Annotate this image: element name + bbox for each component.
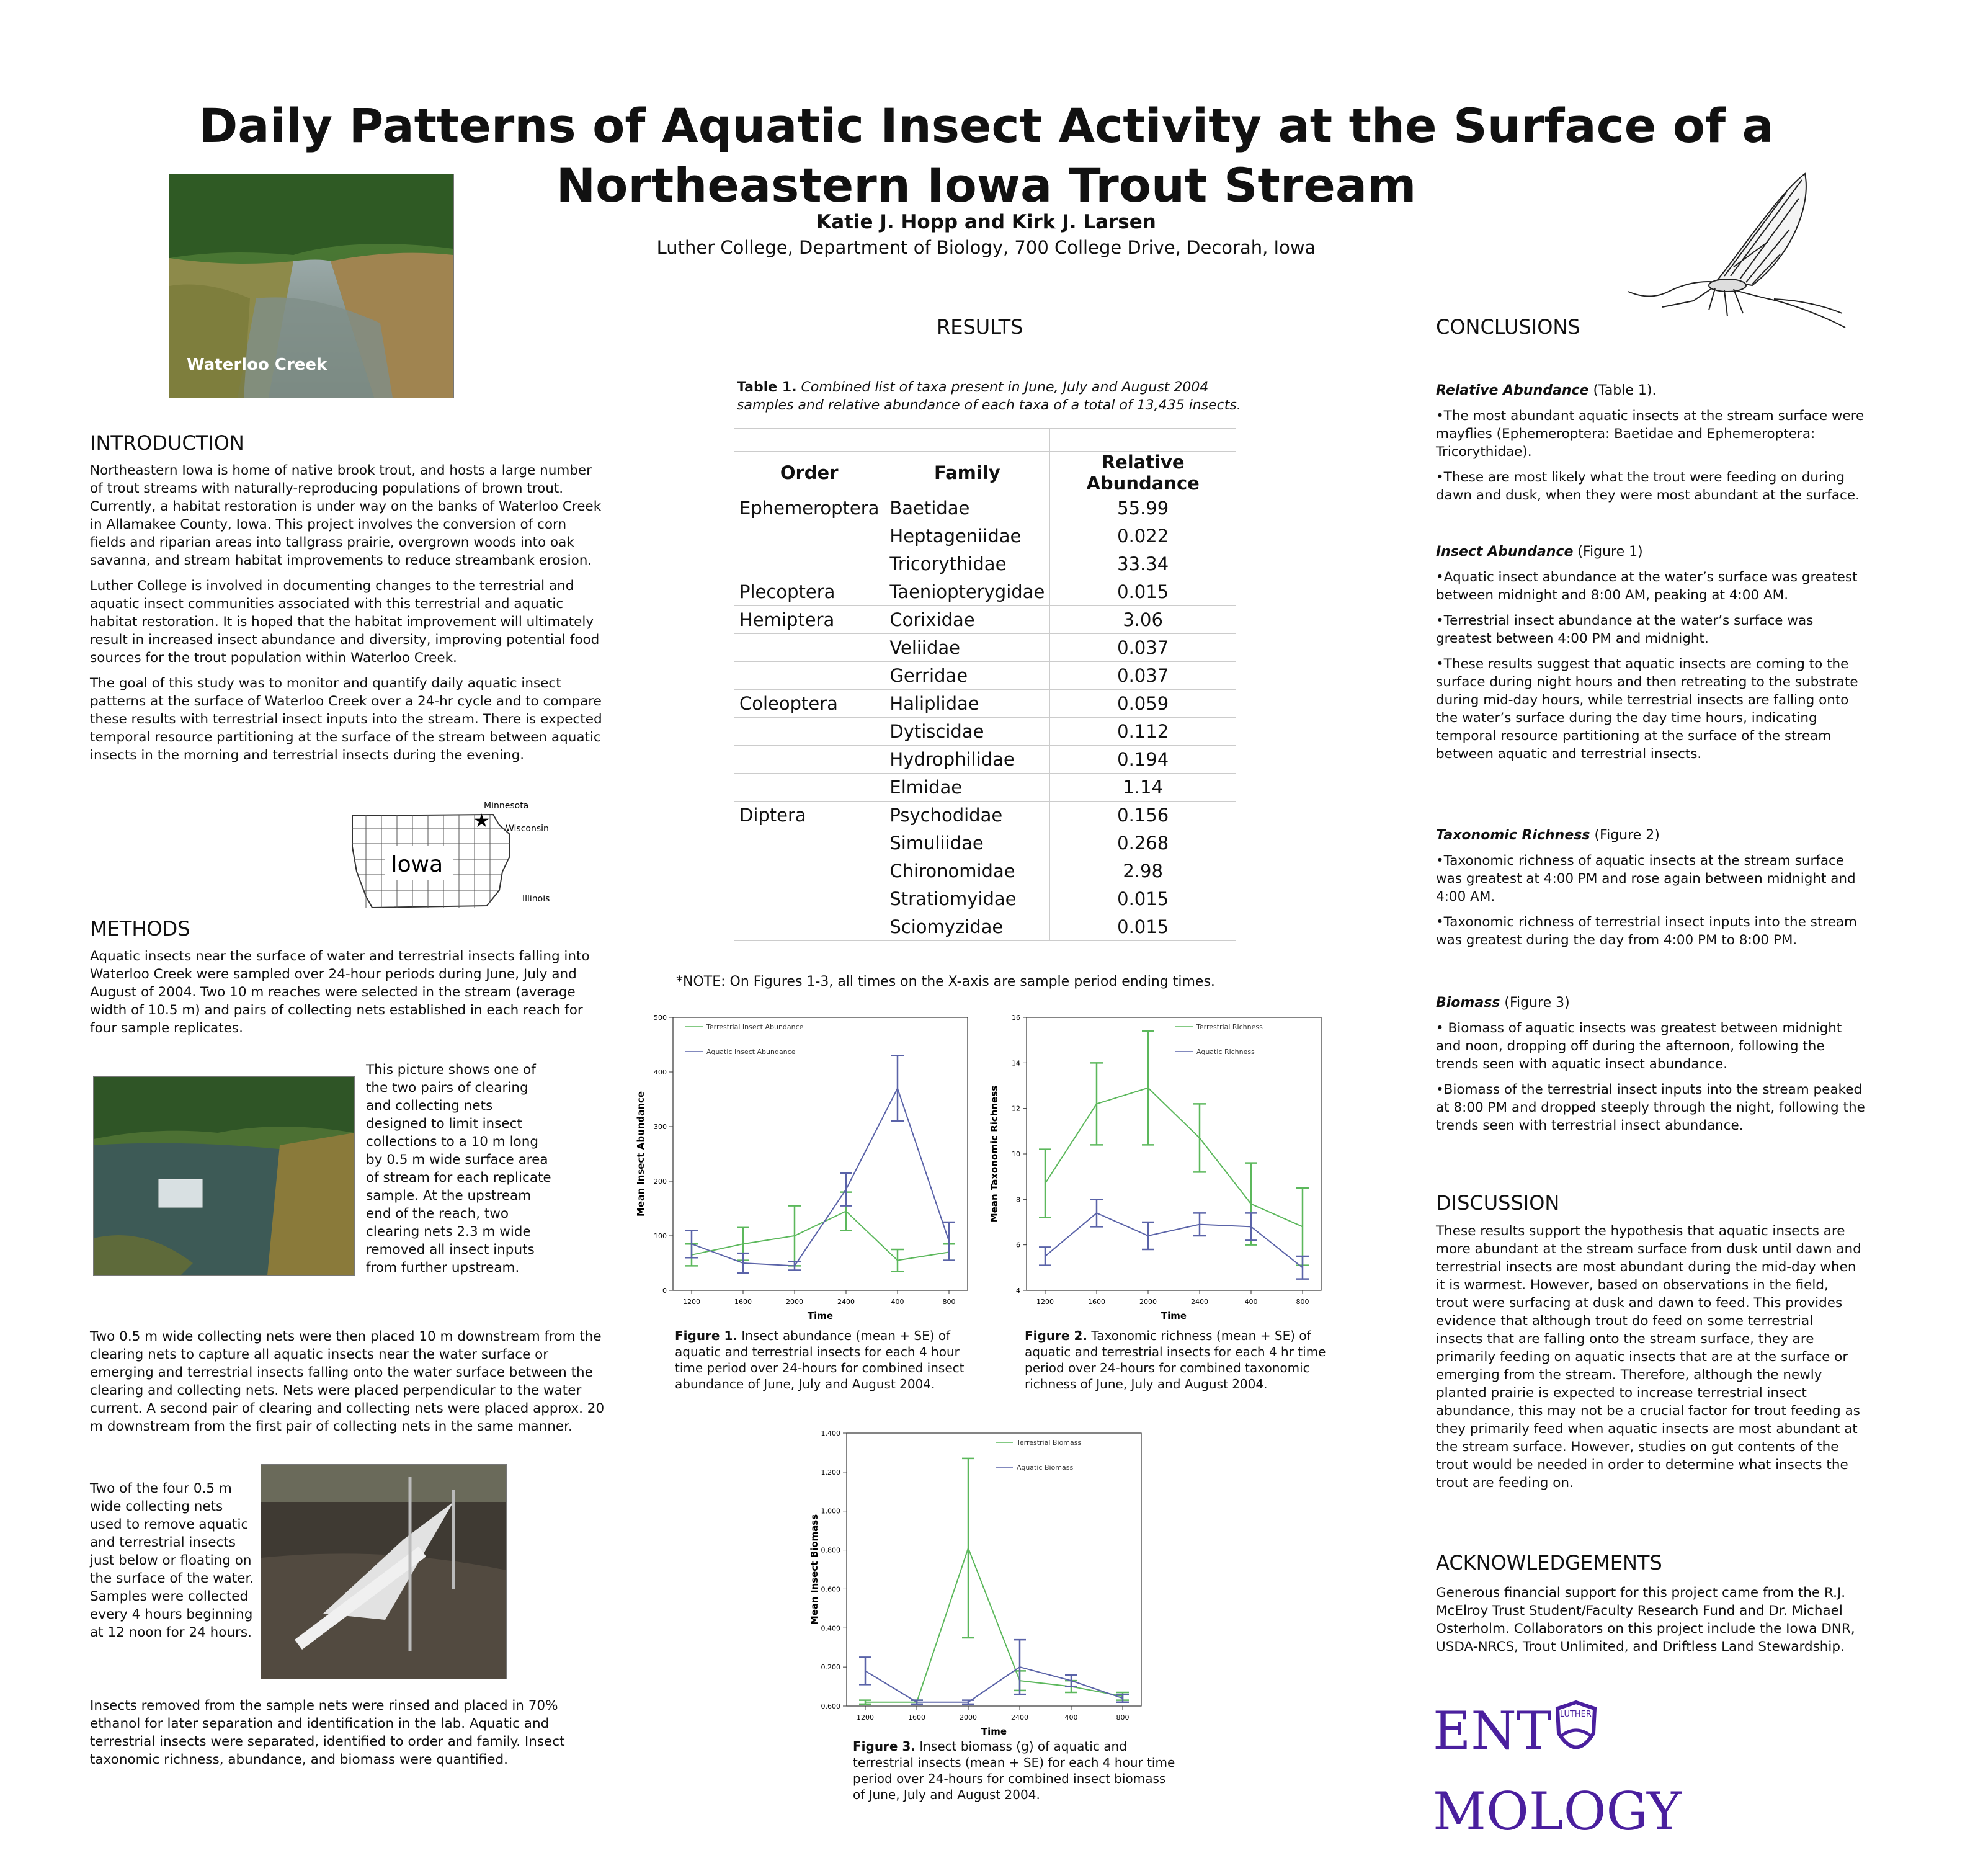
plot-frame	[847, 1433, 1141, 1706]
affiliation: Luther College, Department of Biology, 700 College Drive, Decorah, Iowa	[656, 237, 1316, 258]
table-cell-family: Haliplidae	[884, 690, 1050, 718]
table-cell-family: Gerridae	[884, 662, 1050, 690]
y-axis-label: Mean Taxonomic Richness	[989, 1085, 1000, 1223]
y-tick-label: 200	[654, 1177, 667, 1186]
table-caption	[737, 378, 1264, 414]
x-tick-label: 1200	[683, 1298, 700, 1306]
x-tick-label: 400	[1064, 1713, 1078, 1722]
subheading-ref: (Figure 3)	[1500, 995, 1570, 1011]
discussion-body: These results support the hypothesis that aquatic insects are more abundant at the stream surface from dusk until dawn and terrestrial insects are most abundant during the mid-day when it is warmest. However, based on observations in the field, trout were surfacing at dusk and dawn to feed. This provides evidence that although trout do feed on some terrestrial insects that are falling onto the stream surface, they are primarily feeding on aquatic insects that are at the surface or emerging from the stream. Therefore, although the newly planted prairie is expected to increase terrestrial insect abundance, this may not be a crucial factor for trout feeding as they primarily feed when aquatic insects are most abundant at the stream surface. However, studies on gut contents of the trout would be needed in order to determine what insects the trout are feeding on.	[1436, 1223, 1861, 1491]
results-heading: RESULTS	[937, 315, 1023, 339]
x-axis-label: Time	[807, 1310, 834, 1321]
table-cell-abundance: 0.059	[1050, 690, 1236, 718]
biomass-subheading	[1436, 994, 1870, 1012]
table-row	[734, 690, 1236, 718]
nets-photo	[93, 1076, 355, 1276]
y-tick-label: 12	[1012, 1104, 1020, 1113]
y-tick-label: 300	[654, 1123, 667, 1131]
taxonomic-richness-subheading	[1436, 826, 1870, 844]
table-cell-abundance: 0.022	[1050, 522, 1236, 550]
collecting-nets-description: Two of the four 0.5 m wide collecting nets used to remove aquatic and terrestrial insects just below or floating on the surface of the water. Samples were collected every 4 hours beginning at 12 noon for 24 hours.	[90, 1481, 254, 1640]
subheading-ref: (Table 1).	[1588, 383, 1657, 398]
x-tick-label: 2000	[960, 1713, 977, 1722]
x-axis-label: Time	[1161, 1310, 1187, 1321]
y-tick-label: 16	[1012, 1014, 1020, 1022]
x-tick-label: 400	[891, 1298, 904, 1306]
x-tick-label: 1200	[857, 1713, 874, 1722]
table-cell-family: Simuliidae	[884, 829, 1050, 857]
table-cell-order: Diptera	[734, 802, 884, 829]
series-line	[865, 1667, 1123, 1702]
table-cell-order	[734, 522, 884, 550]
iowa-map	[347, 797, 577, 921]
conclusions-heading: CONCLUSIONS	[1436, 315, 1580, 339]
table-row	[734, 774, 1236, 802]
table-cell-family: Dytiscidae	[884, 718, 1050, 746]
table-row	[734, 718, 1236, 746]
y-tick-label: 400	[654, 1068, 667, 1076]
table-caption-text: Combined list of taxa present in June, July and August 2004 samples and relative abundance of each taxa of a total of 13,435 insects.	[737, 380, 1241, 413]
y-tick-label: 0.600	[821, 1585, 840, 1594]
subheading-title: Relative Abundance	[1436, 383, 1589, 398]
conclusion-bullet: •The most abundant aquatic insects at the stream surface were mayflies (Ephemeroptera: Baetidae and Ephemeroptera: Tricorythidae).	[1436, 408, 1865, 460]
figure-1-caption-text: Insect abundance (mean + SE) of aquatic and terrestrial insects for each 4 hour time period over 24-hours for combined insect abundance of June, July and August 2004.	[675, 1328, 965, 1391]
conclusions-body	[1436, 382, 1870, 1142]
x-tick-label: 800	[942, 1298, 956, 1306]
x-tick-label: 1600	[1088, 1298, 1105, 1306]
x-tick-label: 1200	[1036, 1298, 1054, 1306]
table-cell-abundance: 0.037	[1050, 662, 1236, 690]
map-label-illinois: Illinois	[522, 894, 550, 904]
table-row	[734, 494, 1236, 522]
table-cell-abundance: 2.98	[1050, 857, 1236, 885]
intro-paragraph: Luther College is involved in documenting changes to the terrestrial and aquatic insect communities associated with this terrestrial and aquatic habitat restoration. It is hoped that the habitat improvement will ultimately result in increased insect abundance and diversity, improving potential food sources for the trout population within Waterloo Creek.	[90, 578, 600, 666]
table-cell-abundance: 55.99	[1050, 494, 1236, 522]
table-cell-order	[734, 634, 884, 662]
table-cell-order	[734, 718, 884, 746]
figures-note: *NOTE: On Figures 1-3, all times on the X-axis are sample period ending times.	[676, 974, 1215, 989]
table-header-family: Family	[884, 452, 1050, 494]
x-axis-label: Time	[981, 1726, 1007, 1737]
x-tick-label: 2400	[1011, 1713, 1028, 1722]
table-cell-family: Sciomyzidae	[884, 913, 1050, 941]
subheading-title: Biomass	[1436, 995, 1500, 1011]
table-row	[734, 885, 1236, 913]
series-line	[692, 1088, 949, 1266]
acknowledgements-body: Generous financial support for this project came from the R.J. McElroy Trust Student/Faculty Research Fund and Dr. Michael Osterholm. Collaborators on this project include the Iowa DNR, USDA-NRCS, Trout Unlimited, and Driftless Land Stewardship.	[1436, 1585, 1855, 1655]
legend-label: Aquatic Insect Abundance	[706, 1048, 796, 1056]
x-tick-label: 1600	[908, 1713, 925, 1722]
entomology-logo	[1433, 1691, 1836, 1842]
table-cell-family: Stratiomyidae	[884, 885, 1050, 913]
table-cell-family: Corixidae	[884, 606, 1050, 634]
y-tick-label: 0	[662, 1287, 667, 1295]
legend-label: Terrestrial Richness	[1196, 1023, 1263, 1031]
table-cell-family: Chironomidae	[884, 857, 1050, 885]
y-tick-label: 4	[1016, 1287, 1020, 1295]
figure-2-caption	[1025, 1328, 1347, 1392]
logo-text-right: MOLOGY	[1433, 1781, 1682, 1842]
methods-paragraph-1: Aquatic insects near the surface of water and terrestrial insects falling into Waterloo Creek were sampled over 24-hour periods during June, July and August of 2004. Two 10 m reaches were selected in the stream (average width of 10.5 m) and pairs of collecting nets established in each reach for four sample replicates.	[90, 949, 590, 1036]
conclusion-bullet: •Aquatic insect abundance at the water’s surface was greatest between midnight and 8:00 AM, peaking at 4:00 AM.	[1436, 570, 1858, 603]
legend-label: Terrestrial Insect Abundance	[706, 1023, 804, 1031]
y-tick-label: 6	[1016, 1241, 1020, 1249]
conclusion-bullet: • Biomass of aquatic insects was greatest between midnight and noon, dropping off during the afternoon, following the trends seen with aquatic insect abundance.	[1436, 1021, 1842, 1072]
figure-1-caption	[675, 1328, 985, 1392]
x-tick-label: 400	[1244, 1298, 1258, 1306]
y-tick-label: 500	[654, 1014, 667, 1022]
legend-label: Aquatic Richness	[1196, 1048, 1255, 1056]
collecting-nets-photo	[261, 1464, 507, 1679]
y-tick-label: 1.400	[821, 1429, 840, 1437]
figure-2-label: Figure 2.	[1025, 1328, 1087, 1343]
figure-3-label: Figure 3.	[853, 1739, 916, 1754]
waterloo-creek-photo	[169, 174, 454, 398]
figure-2-chart	[986, 1005, 1334, 1328]
table-header-abundance: Relative Abundance	[1050, 452, 1236, 494]
conclusion-bullet: •Taxonomic richness of terrestrial insect inputs into the stream was greatest during the day from 4:00 PM to 8:00 PM.	[1436, 914, 1857, 948]
table-cell-order	[734, 857, 884, 885]
acknowledgements-heading: ACKNOWLEDGEMENTS	[1436, 1551, 1662, 1574]
subheading-title: Taxonomic Richness	[1436, 828, 1590, 843]
table-cell-abundance: 0.015	[1050, 578, 1236, 606]
conclusion-bullet: •Taxonomic richness of aquatic insects at the stream surface was greatest at 4:00 PM and rose again between midnight and 4:00 AM.	[1436, 853, 1856, 904]
figure-3-caption-text: Insect biomass (g) of aquatic and terrestrial insects (mean + SE) for each 4 hour time period over 24-hours for combined insect biomass of June, July and August 2004.	[853, 1739, 1175, 1802]
series-line	[692, 1211, 949, 1260]
table-cell-order	[734, 829, 884, 857]
x-tick-label: 2000	[786, 1298, 803, 1306]
title-line-2: Northeastern Iowa Trout Stream	[556, 158, 1417, 213]
table-cell-family: Heptageniidae	[884, 522, 1050, 550]
star-icon: ★	[473, 810, 490, 832]
table-row	[734, 550, 1236, 578]
discussion-heading: DISCUSSION	[1436, 1191, 1560, 1215]
table-header-order: Order	[734, 452, 884, 494]
table-row	[734, 802, 1236, 829]
subheading-ref: (Figure 2)	[1590, 828, 1660, 843]
creek-photo-label: Waterloo Creek	[187, 355, 328, 374]
table-row	[734, 746, 1236, 774]
series-line	[1045, 1213, 1303, 1267]
title-line-1: Daily Patterns of Aquatic Insect Activity at the Surface of a	[198, 98, 1774, 153]
table-cell-order: Coleoptera	[734, 690, 884, 718]
y-tick-label: 8	[1016, 1195, 1020, 1204]
x-tick-label: 800	[1296, 1298, 1309, 1306]
authors: Katie J. Hopp and Kirk J. Larsen	[816, 211, 1156, 233]
x-tick-label: 800	[1116, 1713, 1130, 1722]
legend-label: Aquatic Biomass	[1017, 1463, 1074, 1472]
mayfly-illustration	[1625, 168, 1848, 329]
table-cell-family: Hydrophilidae	[884, 746, 1050, 774]
map-label-wisconsin: Wisconsin	[506, 824, 549, 834]
map-label-iowa: Iowa	[391, 852, 443, 877]
y-tick-label: 100	[654, 1232, 667, 1240]
table-cell-family: Veliidae	[884, 634, 1050, 662]
series-line	[1045, 1088, 1303, 1227]
figure-3-caption	[853, 1738, 1175, 1803]
figure-3-chart	[806, 1421, 1154, 1743]
figure-1-chart	[633, 1005, 980, 1328]
plot-frame	[1027, 1017, 1321, 1290]
table-row	[734, 829, 1236, 857]
figure-2-caption-text: Taxonomic richness (mean + SE) of aquatic and terrestrial insects for each 4 hr time period over 24-hours for combined taxonomic richness of June, July and August 2004.	[1025, 1328, 1326, 1391]
table-cell-order	[734, 662, 884, 690]
table-cell-order	[734, 885, 884, 913]
table-cell-order	[734, 550, 884, 578]
table-row	[734, 578, 1236, 606]
introduction-body	[90, 462, 605, 772]
methods-heading: METHODS	[90, 917, 190, 940]
map-label-minnesota: Minnesota	[484, 801, 529, 811]
table-cell-abundance: 0.015	[1050, 913, 1236, 941]
table-cell-order	[734, 774, 884, 802]
table-row	[734, 606, 1236, 634]
nets-photo-description: This picture shows one of the two pairs of clearing and collecting nets designed to limit insect collections to a 10 m long by 0.5 m wide surface area of stream for each replicate sample. At the upstream end of the reach, two clearing nets 2.3 m wide removed all insect inputs from further upstream.	[366, 1062, 551, 1275]
taxa-table	[734, 428, 1236, 941]
relative-abundance-subheading	[1436, 382, 1870, 400]
table-cell-abundance: 1.14	[1050, 774, 1236, 802]
conclusion-bullet: •These results suggest that aquatic insects are coming to the surface during night hours and then retreating to the substrate during mid-day hours, while terrestrial insects are falling onto the water’s surface during the day time hours, indicating temporal resource partitioning at the surface of the stream between aquatic and terrestrial insects.	[1436, 656, 1858, 762]
methods-paragraph-3: Insects removed from the sample nets were rinsed and placed in 70% ethanol for later separation and identification in the lab. Aquatic and terrestrial insects were separated, identified to order and family. Insect taxonomic richness, abundance, and biomass were quantified.	[90, 1698, 565, 1767]
table-row	[734, 662, 1236, 690]
table-cell-family: Tricorythidae	[884, 550, 1050, 578]
table-row	[734, 913, 1236, 941]
conclusion-bullet: •Terrestrial insect abundance at the water’s surface was greatest between 4:00 PM and midnight.	[1436, 613, 1814, 646]
methods-paragraph-2: Two 0.5 m wide collecting nets were then placed 10 m downstream from the clearing nets to capture all aquatic insects near the water surface or emerging and terrestrial insects falling onto the water surface between the clearing and collecting nets. Nets were placed perpendicular to the water current. A second pair of clearing and collecting nets were placed approx. 20 m downstream from the first pair of collecting nets in the same manner.	[90, 1329, 605, 1434]
y-tick-label: 0.200	[821, 1663, 840, 1672]
table-cell-abundance: 0.112	[1050, 718, 1236, 746]
table-row	[734, 857, 1236, 885]
table-cell-family: Elmidae	[884, 774, 1050, 802]
table-cell-order	[734, 746, 884, 774]
table-cell-order: Ephemeroptera	[734, 494, 884, 522]
x-tick-label: 2400	[837, 1298, 855, 1306]
y-tick-label: 1.000	[821, 1507, 840, 1516]
x-tick-label: 1600	[734, 1298, 752, 1306]
figure-1-label: Figure 1.	[675, 1328, 737, 1343]
y-axis-label: Mean Insect Abundance	[635, 1091, 646, 1217]
table-cell-abundance: 3.06	[1050, 606, 1236, 634]
table-cell-abundance: 0.194	[1050, 746, 1236, 774]
legend-label: Terrestrial Biomass	[1017, 1439, 1082, 1447]
y-axis-label: Mean Insect Biomass	[809, 1514, 820, 1625]
conclusion-bullet: •Biomass of the terrestrial insect inputs into the stream peaked at 8:00 PM and dropped steeply through the night, following the trends seen with terrestrial insect abundance.	[1436, 1082, 1865, 1133]
intro-paragraph: The goal of this study was to monitor and quantify daily aquatic insect patterns at the surface of Waterloo Creek over a 24-hr cycle and to compare these results with terrestrial insect inputs into the stream. There is expected temporal resource partitioning at the surface of the stream between aquatic insects in the morning and terrestrial insects during the evening.	[90, 676, 602, 763]
table-cell-order: Plecoptera	[734, 578, 884, 606]
conclusion-bullet: •These are most likely what the trout were feeding on during dawn and dusk, when they were most abundant at the surface.	[1436, 470, 1860, 503]
table-cell-abundance: 0.015	[1050, 885, 1236, 913]
y-tick-label: 14	[1012, 1059, 1020, 1068]
table-row	[734, 522, 1236, 550]
intro-paragraph: Northeastern Iowa is home of native brook trout, and hosts a large number of trout streams with naturally-reproducing populations of brown trout. Currently, a habitat restoration is under way on the banks of Waterloo Creek in Allamakee County, Iowa. This project involves the conversion of corn fields and riparian areas into tallgrass prairie, overgrown woods into oak savanna, and stream habitat improvements to reduce streambank erosion.	[90, 463, 602, 568]
table-cell-family: Baetidae	[884, 494, 1050, 522]
table-cell-order	[734, 913, 884, 941]
table-cell-family: Taeniopterygidae	[884, 578, 1050, 606]
y-tick-label: 0.400	[821, 1624, 840, 1633]
series-line	[865, 1548, 1123, 1702]
x-tick-label: 2000	[1139, 1298, 1157, 1306]
table-cell-family: Psychodidae	[884, 802, 1050, 829]
y-tick-label: 0.800	[821, 1546, 840, 1555]
x-tick-label: 2400	[1191, 1298, 1208, 1306]
logo-badge-text: LUTHER	[1559, 1710, 1592, 1719]
table-cell-abundance: 0.268	[1050, 829, 1236, 857]
logo-text-left: ENT	[1433, 1700, 1551, 1761]
table-cell-abundance: 0.156	[1050, 802, 1236, 829]
subheading-ref: (Figure 1)	[1573, 544, 1643, 560]
table-cell-abundance: 33.34	[1050, 550, 1236, 578]
table-row	[734, 634, 1236, 662]
subheading-title: Insect Abundance	[1436, 544, 1574, 560]
table-cell-order: Hemiptera	[734, 606, 884, 634]
y-tick-label: 0.600	[821, 1702, 840, 1710]
introduction-heading: INTRODUCTION	[90, 431, 244, 455]
table-caption-label: Table 1.	[737, 380, 797, 395]
y-tick-label: 10	[1012, 1150, 1020, 1158]
table-cell-abundance: 0.037	[1050, 634, 1236, 662]
insect-abundance-subheading	[1436, 543, 1870, 561]
y-tick-label: 1.200	[821, 1468, 840, 1476]
